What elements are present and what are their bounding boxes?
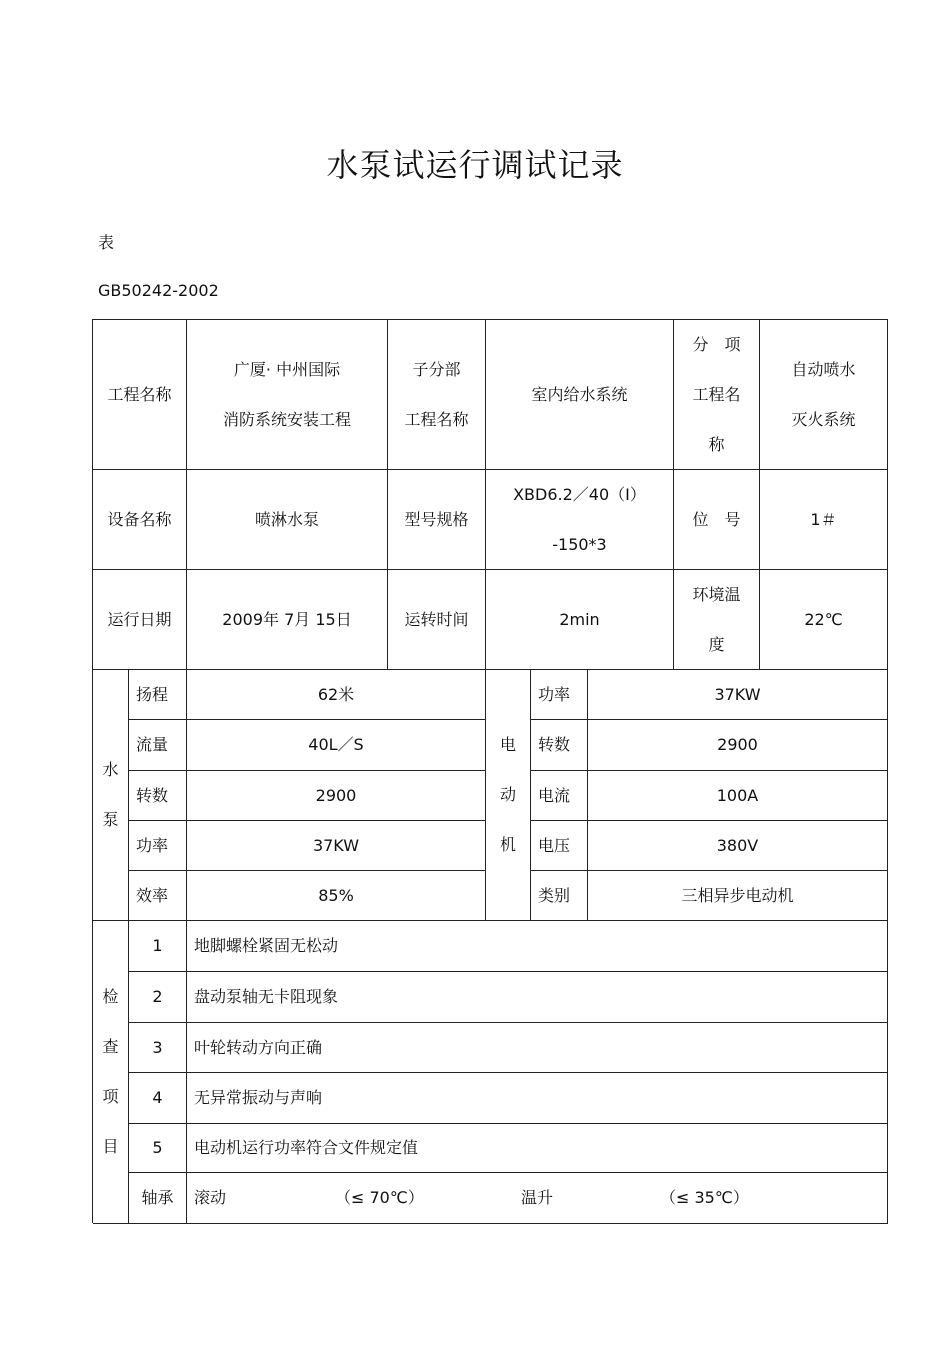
bearing-label: 轴承 [129,1173,187,1224]
inspection-item-text: 无异常振动与声响 [187,1073,888,1124]
pump-group-char-1: 水 [102,760,119,779]
motor-row-value: 380V [588,821,888,871]
run-date-value: 2009年 7月 15日 [187,570,388,670]
inspection-item-text: 电动机运行功率符合文件规定值 [187,1124,888,1173]
sub-project-value: 室内给水系统 [486,320,674,470]
item-project-label-line-3: 称 [708,434,725,454]
sub-project-label-line-2: 工程名称 [404,409,469,429]
inspection-item-number: 2 [129,972,187,1023]
run-date-label: 运行日期 [93,570,187,670]
item-project-label-line-2: 工程名 [692,384,741,404]
inspection-item-text: 叶轮转动方向正确 [187,1023,888,1073]
equipment-name-label: 设备名称 [93,470,187,570]
sub-project-label-line-1: 子分部 [412,359,461,379]
item-project-label [674,320,760,470]
standard-code: GB50242-2002 [98,281,219,300]
motor-row-label: 转数 [531,720,588,771]
inspection-item-number: 3 [129,1023,187,1073]
bearing-limit-1: （≤ 70℃） [335,1188,424,1207]
inspection-group-char-3: 项 [102,1087,119,1106]
motor-row-value: 100A [588,771,888,821]
run-time-label: 运转时间 [388,570,486,670]
bearing-limit-2: （≤ 35℃） [660,1188,749,1207]
pump-row-label: 功率 [129,821,187,871]
motor-group-char-2: 动 [499,785,516,804]
inspection-item-number: 5 [129,1124,187,1173]
project-name-value [187,320,388,470]
page-title: 水泵试运行调试记录 [326,146,624,184]
pump-row-label: 效率 [129,871,187,921]
pump-row-value: 2900 [187,771,486,821]
pump-row-value: 85% [187,871,486,921]
inspection-group-char-1: 检 [102,987,119,1006]
position-label: 位 号 [674,470,760,570]
item-project-value [760,320,888,470]
pump-group-char-2: 泵 [102,810,119,829]
inspection-item-text: 地脚螺栓紧固无松动 [187,921,888,972]
position-value: 1＃ [760,470,888,570]
model-value-line-2: -150*3 [552,534,607,554]
motor-group-char-1: 电 [499,735,516,754]
model-value [486,470,674,570]
ambient-temp-label-line-2: 度 [708,634,725,654]
item-project-label-line-1: 分 项 [692,334,741,354]
motor-row-label: 电流 [531,771,588,821]
model-label: 型号规格 [388,470,486,570]
ambient-temp-value: 22℃ [760,570,888,670]
run-time-value: 2min [486,570,674,670]
bearing-type: 滚动 [194,1188,227,1207]
item-project-value-line-1: 自动喷水 [791,359,856,379]
motor-row-label: 功率 [531,670,588,720]
motor-row-label: 类别 [531,871,588,921]
motor-group-char-3: 机 [499,835,516,854]
inspection-item-number: 1 [129,921,187,972]
project-name-line-2: 消防系统安装工程 [222,409,351,429]
bearing-temp-label: 温升 [521,1188,554,1207]
pump-row-value: 62米 [187,670,486,720]
pump-row-label: 流量 [129,720,187,771]
equipment-name-value: 喷淋水泵 [187,470,388,570]
motor-row-value: 2900 [588,720,888,771]
sub-project-label [388,320,486,470]
inspection-group-label [93,921,129,1224]
inspection-group-char-4: 目 [102,1137,119,1156]
inspection-item-text: 盘动泵轴无卡阻现象 [187,972,888,1023]
record-table [92,319,888,1223]
pump-row-value: 40L／S [187,720,486,771]
motor-row-value: 37KW [588,670,888,720]
model-value-line-1: XBD6.2／40（I） [513,484,646,504]
motor-row-label: 电压 [531,821,588,871]
project-name-label: 工程名称 [93,320,187,470]
form-label: 表 [98,233,115,252]
inspection-group-char-2: 查 [102,1037,119,1056]
pump-group-label [93,670,129,921]
ambient-temp-label [674,570,760,670]
item-project-value-line-2: 灭火系统 [791,409,856,429]
motor-group-label [486,670,531,921]
project-name-line-1: 广厦· 中州国际 [233,359,341,379]
inspection-item-number: 4 [129,1073,187,1124]
pump-row-label: 扬程 [129,670,187,720]
ambient-temp-label-line-1: 环境温 [692,584,741,604]
bearing-row [187,1173,888,1224]
pump-row-label: 转数 [129,771,187,821]
pump-row-value: 37KW [187,821,486,871]
motor-row-value: 三相异步电动机 [588,871,888,921]
